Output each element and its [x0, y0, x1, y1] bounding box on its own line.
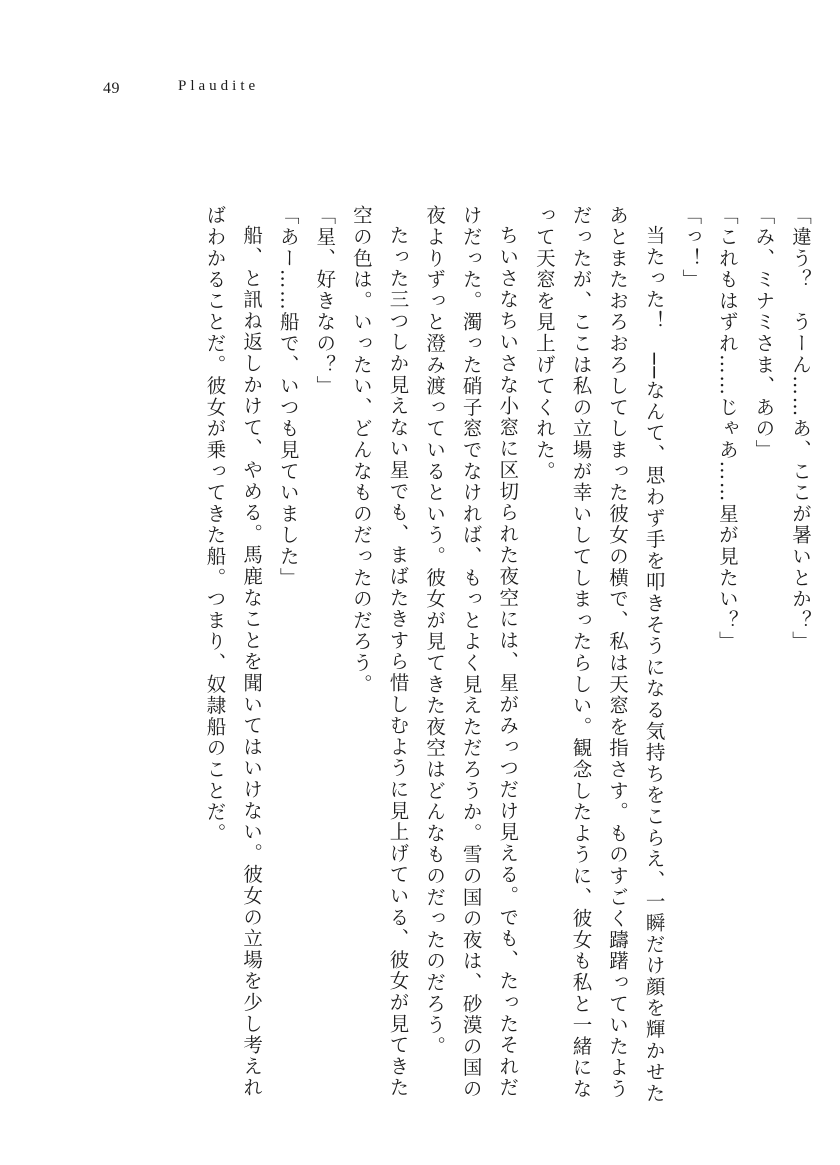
- running-header-title: Plaudite: [178, 78, 260, 94]
- paragraph: 「星、好きなの？」: [313, 205, 337, 397]
- paragraph: 当たった！ ──なんて、思わず手を叩きそうになる気持ちをこらえ、一瞬だけ顔を輝かせたあとまたおろおろしてしまった彼女の横で、私は天窓を指さす。ものすごく躊躇っていたようだったが、ここは私の立場が幸いしてしまったらしい。観念したように、彼女も私と一緒になって天窓を見上げてくれた。: [532, 205, 666, 1104]
- paragraph: 「み、ミナミさま、あの」: [752, 205, 776, 461]
- paragraph: 「あー……船で、いつも見ていました」: [276, 205, 300, 589]
- paragraph: ちいさなちいさな小窓に区切られた夜空には、星がみっつだけ見える。でも、たったそれだけだった。濁った硝子窓でなければ、もっとよく見えただろうか。雪の国の夜は、砂漠の国の夜よりずっと澄み渡っているという。彼女が見てきた夜空はどんなものだったのだろう。: [423, 205, 520, 1100]
- paragraph: 「っ！」: [679, 205, 703, 291]
- paragraph: 「違う？ うーん……あ、ここが暑いとか？」: [789, 205, 812, 653]
- paragraph: 船、と訊ね返しかけて、やめる。馬鹿なことを聞いてはいけない。彼女の立場を少し考えればわかることだ。彼女が乗ってきた船。つまり、奴隷船のことだ。: [203, 205, 264, 1098]
- paragraph: 「これもはずれ……じゃあ……星が見たい？」: [715, 205, 739, 653]
- paragraph: たった三つしか見えない星でも、まばたきすら惜しむように見上げている、彼女が見てきた空の色は。いったい、どんなものだったのだろう。: [349, 205, 410, 1098]
- page-number: 49: [103, 80, 120, 97]
- vertical-body-text: [98, 205, 818, 1105]
